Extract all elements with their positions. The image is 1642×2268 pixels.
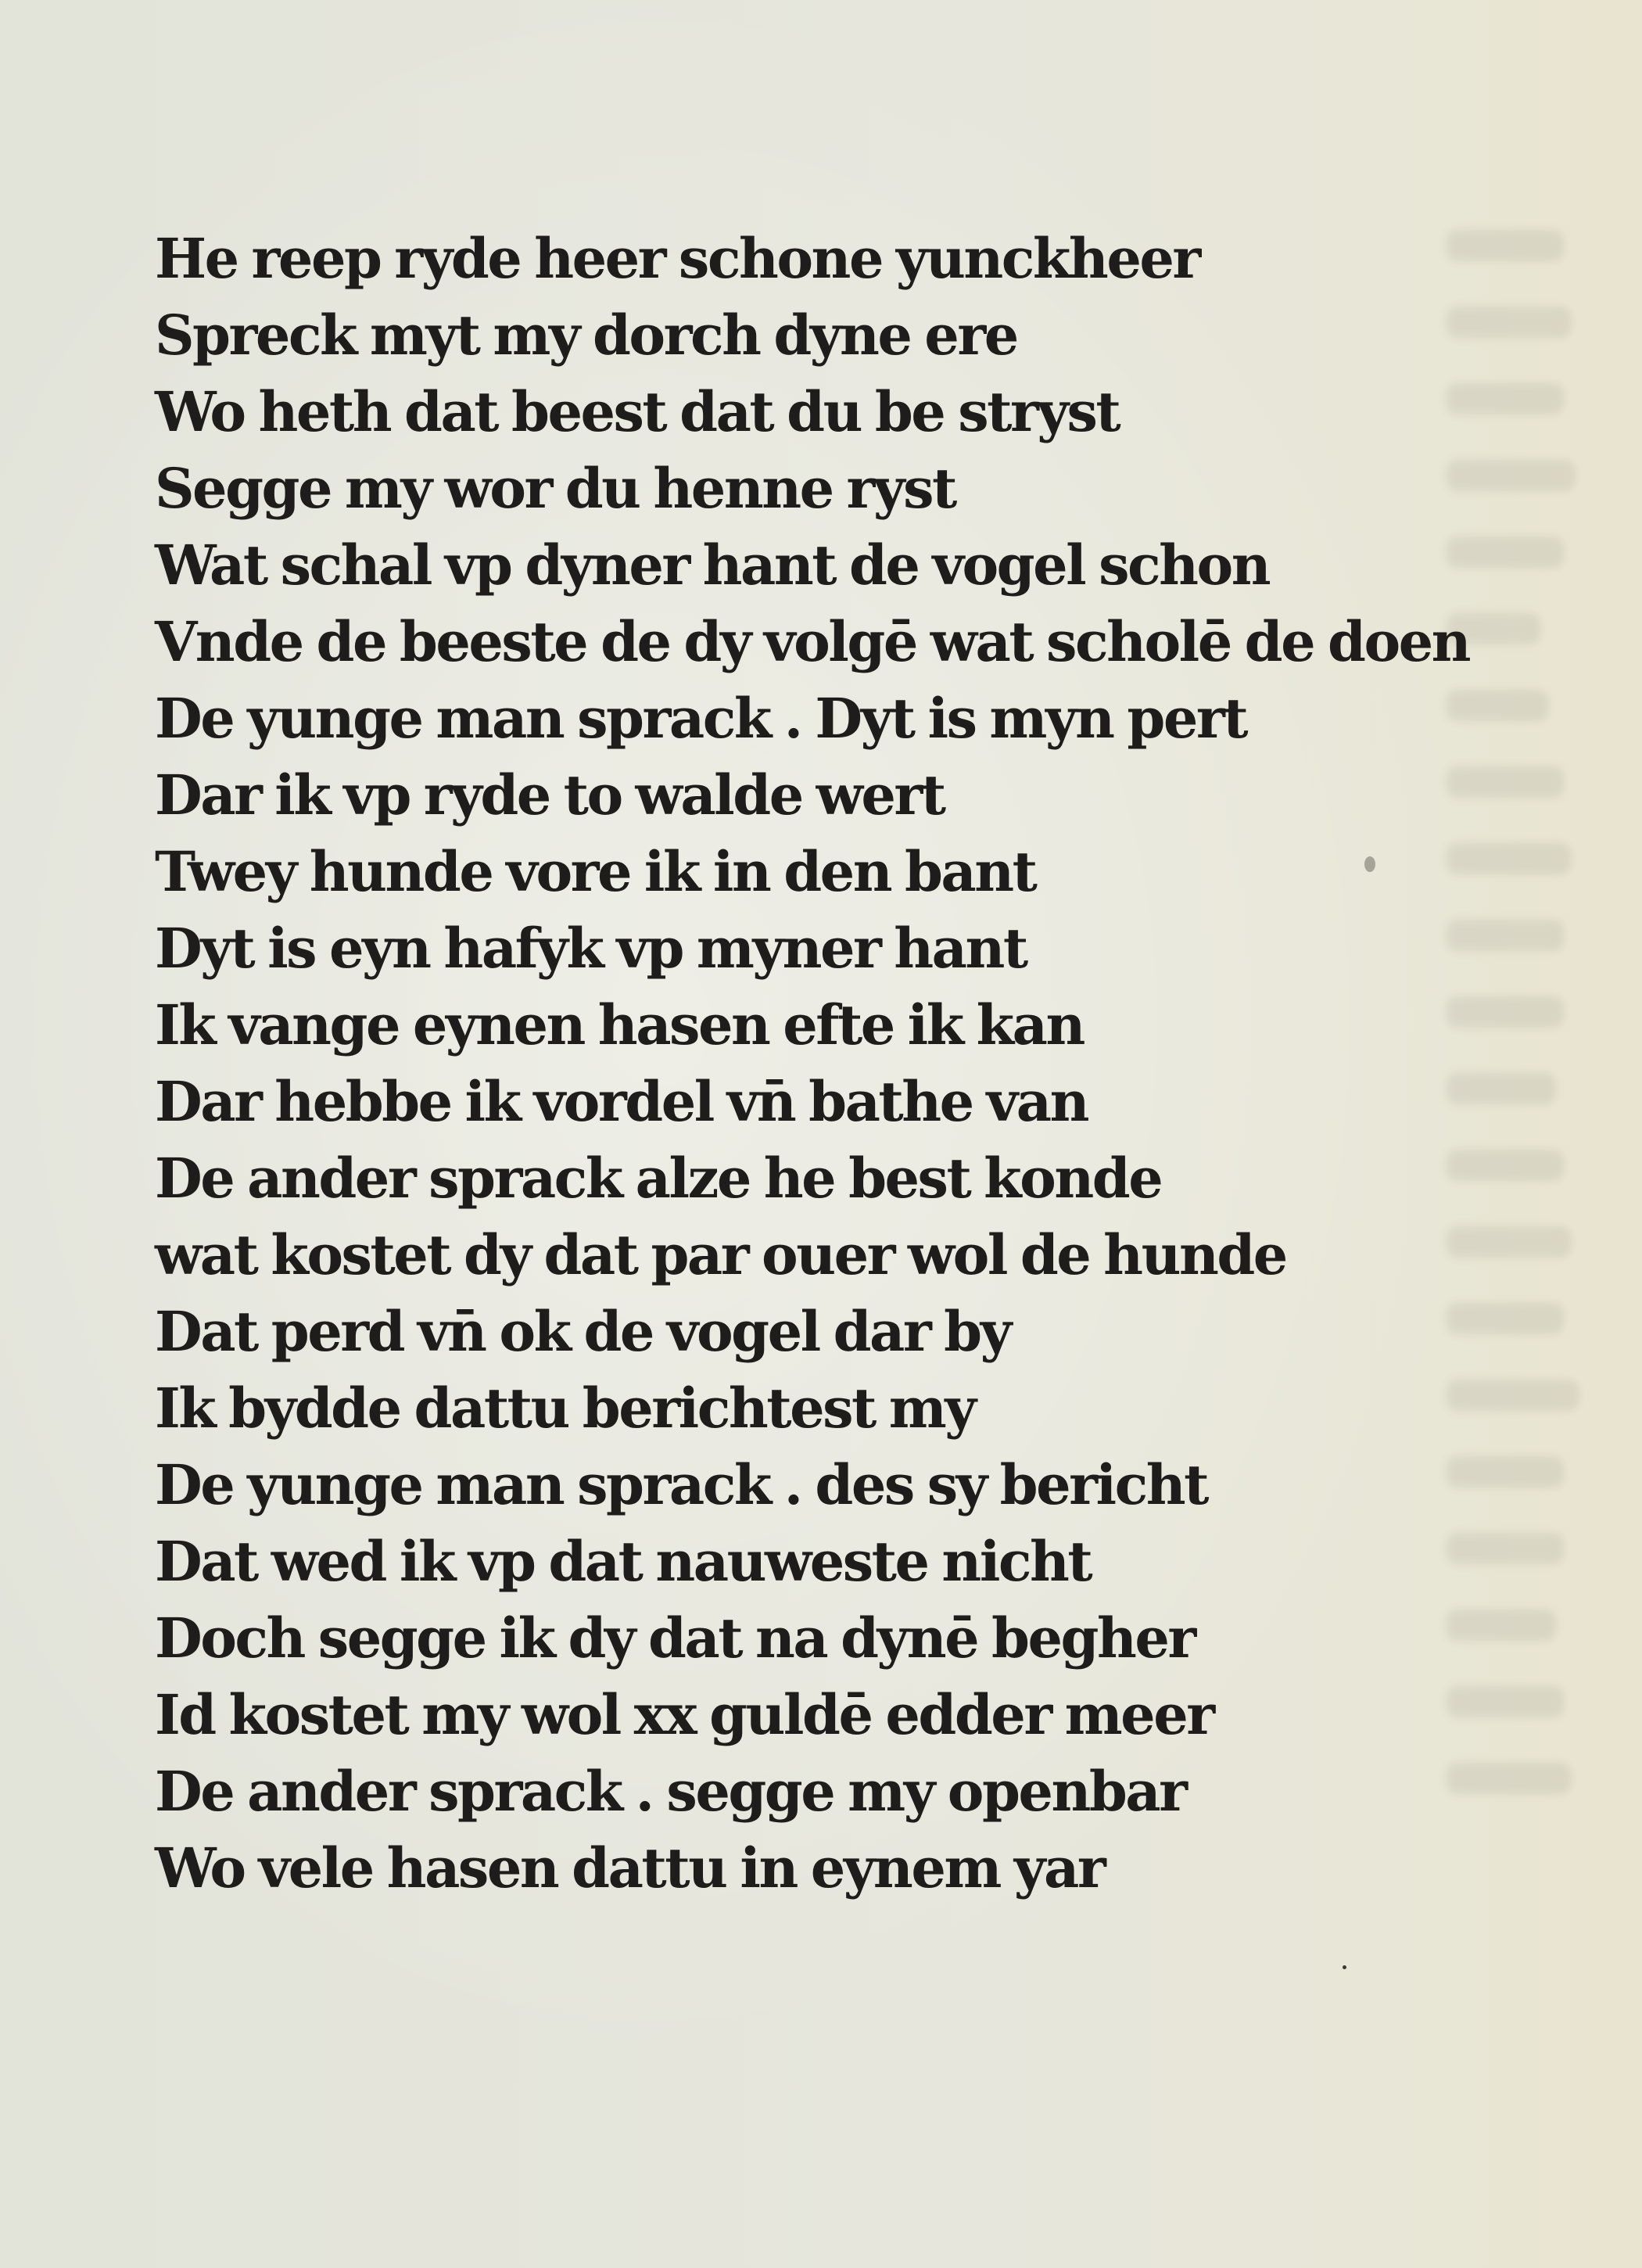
text-line: De yunge man sprack . des sy bericht	[155, 1452, 1207, 1517]
text-line: Dar ik vp ryde to walde wert	[155, 763, 945, 827]
text-line: De ander sprack . segge my openbar	[155, 1759, 1186, 1824]
text-line: He reep ryde heer schone yunckheer	[155, 226, 1199, 291]
paper-speck	[1364, 856, 1375, 872]
text-line: De ander sprack alze he best konde	[155, 1146, 1162, 1211]
text-line: Vnde de beeste de dy volgē wat scholē de doen	[155, 609, 1470, 674]
text-line: Ik vange eynen hasen efte ik kan	[155, 992, 1084, 1057]
text-line: Wo vele hasen dattu in eynem yar	[155, 1836, 1105, 1900]
text-line: wat kostet dy dat par ouer wol de hunde	[155, 1222, 1286, 1287]
paper-dot	[1343, 1965, 1346, 1969]
text-line: Dyt is eyn hafyk vp myner hant	[155, 916, 1027, 981]
text-line: Twey hunde vore ik in den bant	[155, 839, 1036, 904]
text-line: Spreck myt my dorch dyne ere	[155, 303, 1017, 368]
text-line: Wat schal vp dyner hant de vogel schon	[155, 533, 1270, 598]
text-line: De yunge man sprack . Dyt is myn pert	[155, 686, 1247, 751]
text-line: Id kostet my wol xx guldē edder meer	[155, 1682, 1214, 1747]
text-line: Dat wed ik vp dat nauweste nicht	[155, 1529, 1092, 1594]
text-line: Ik bydde dattu berichtest my	[155, 1376, 975, 1441]
text-line: Doch segge ik dy dat na dynē begher	[155, 1606, 1195, 1670]
text-line: Dar hebbe ik vordel vn̄ bathe van	[155, 1069, 1088, 1134]
text-line: Wo heth dat beest dat du be stryst	[155, 379, 1120, 444]
poem-text-block	[155, 221, 1547, 1907]
text-line: Segge my wor du henne ryst	[155, 456, 955, 521]
text-line: Dat perd vn̄ ok de vogel dar by	[155, 1299, 1010, 1364]
